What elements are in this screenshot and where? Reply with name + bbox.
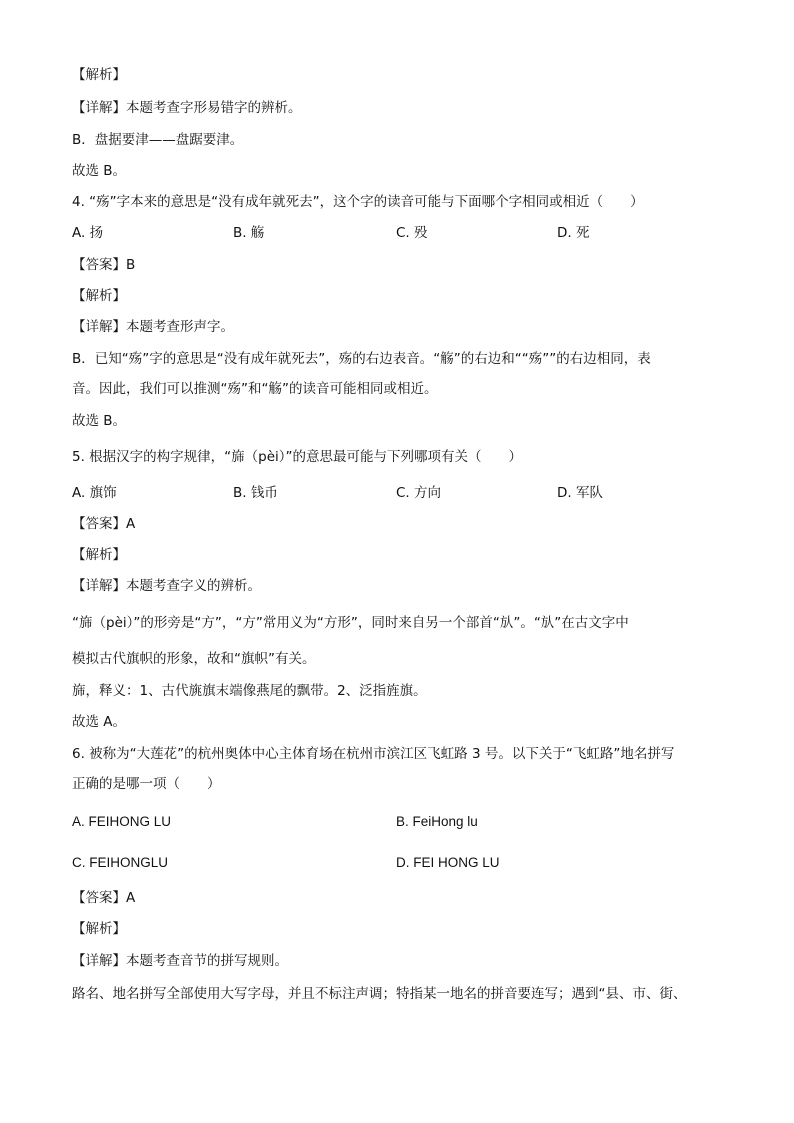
option-a: A. 旗饰 [72,485,117,501]
answer-label: 【答案】A [72,516,136,532]
explanation-text: B．盘据要津——盘踞要津。 [72,132,244,148]
option-b: B. 钱币 [233,485,278,501]
explanation-text: B．已知“殇”字的意思是“没有成年就死去”，殇的右边表音。“觞”的右边和““殇””的右边相同，表 [72,351,651,367]
option-d: D. 军队 [557,485,603,501]
conclusion-text: 故选 A。 [72,714,127,730]
option-c: C. 殁 [396,225,428,241]
analysis-label: 【解析】 [72,921,126,937]
conclusion-text: 故选 B。 [72,163,127,179]
explanation-text: 路名、地名拼写全部使用大写字母，并且不标注声调；特指某一地名的拼音要连写；遇到“县、市、街、 [72,986,687,1002]
question-6-stem: 正确的是哪一项（ ） [72,776,221,792]
explanation-text: 旆，释义：1、古代旐旗末端像燕尾的飘带。2、泛指旌旗。 [72,683,427,699]
answer-label: 【答案】B [72,257,136,273]
detail-text: 【详解】本题考查形声字。 [72,319,234,335]
option-a: A. 扬 [72,225,104,241]
option-d: D. FEI HONG LU [396,855,500,870]
question-6-stem: 6. 被称为“大莲花”的杭州奥体中心主体育场在杭州市滨江区飞虹路 3 号。以下关于“飞虹路”地名拼写 [72,746,675,762]
option-a: A. FEIHONG LU [72,814,172,829]
analysis-label: 【解析】 [72,67,126,83]
conclusion-text: 故选 B。 [72,413,127,429]
question-5-stem: 5. 根据汉字的构字规律，“旆（pèi）”的意思最可能与下列哪项有关（ ） [72,449,523,465]
detail-text: 【详解】本题考查字形易错字的辨析。 [72,100,302,116]
explanation-text: 音。因此，我们可以推测“殇”和“觞”的读音可能相同或相近。 [72,381,438,397]
option-c: C. FEIHONGLU [72,855,169,870]
detail-text: 【详解】本题考查字义的辨析。 [72,578,261,594]
question-4-stem: 4. “殇”字本来的意思是“没有成年就死去”，这个字的读音可能与下面哪个字相同或相近（ ） [72,194,644,210]
explanation-text: “旆（pèi）”的形旁是“方”，“方”常用义为“方形”，同时来自另一个部首“㫃”。“㫃”在古文字中 [72,615,629,631]
detail-text: 【详解】本题考查音节的拼写规则。 [72,953,288,969]
answer-label: 【答案】A [72,890,136,906]
option-b: B. FeiHong lu [396,814,478,829]
explanation-text: 模拟古代旗帜的形象，故和“旗帜”有关。 [72,651,316,667]
option-c: C. 方向 [396,485,442,501]
analysis-label: 【解析】 [72,547,126,563]
analysis-label: 【解析】 [72,288,126,304]
option-b: B. 觞 [233,225,265,241]
option-d: D. 死 [557,225,590,241]
